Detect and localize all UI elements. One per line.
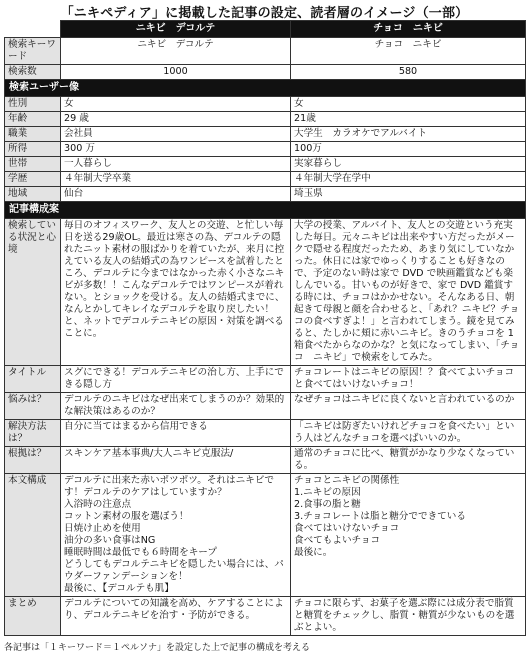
footnote: 各記事は「１キーワード＝１ペルソナ」を設定した上で記事の構成を考える xyxy=(4,643,311,653)
header-blank-cell xyxy=(5,21,61,38)
table-row xyxy=(5,38,526,65)
row-label: 悩みは？ xyxy=(5,393,61,420)
table-row xyxy=(5,366,526,393)
section-user-header-label: 検索ユーザー像 xyxy=(5,80,526,97)
column-header-decollete: ニキビ デコルテ xyxy=(61,21,291,38)
column-header-row xyxy=(5,21,526,38)
cell-choco: 通常のチョコに比べ、糖質がかなり少なくなっている。 xyxy=(291,447,526,474)
cell-choco: 580 xyxy=(291,65,526,80)
cell-choco: なぜチョコはニキビに良くないと言われているのか xyxy=(291,393,526,420)
persona-table-body xyxy=(5,21,526,636)
cell-choco: 埼玉県 xyxy=(291,187,526,202)
cell-decollete: 自分に当てはまるから信用できる xyxy=(61,420,291,447)
cell-decollete: デコルテについての知識を高め、ケアすることにより、デコルテニキビを治す・予防ができる。 xyxy=(61,597,291,636)
section-user-header xyxy=(5,80,526,97)
row-label: 検索している状況と心境 xyxy=(5,219,61,366)
cell-decollete: ニキビ デコルテ xyxy=(61,38,291,65)
page-title: 「ニキペディア」に掲載した記事の設定、読者層のイメージ（一部） xyxy=(60,6,469,21)
cell-decollete: 300 万 xyxy=(61,142,291,157)
table-row xyxy=(5,65,526,80)
row-label: 職業 xyxy=(5,127,61,142)
cell-choco: 大学生 カラオケでアルバイト xyxy=(291,127,526,142)
table-row xyxy=(5,474,526,597)
table-row xyxy=(5,172,526,187)
cell-decollete: デコルテに出来た赤いポツポツ。それはニキビです！デコルテのケアはしていますか？ 入浴時の注意点 コットン素材の服を選ぼう！ 日焼け止めを使用 油分の多い食事はNG 睡眠時間は最低でも６時間をキープ どうしてもデコルテニキビを隠したい場合には、パウダーファンデーションを！ 最後に、【デコルテも肌】 xyxy=(61,474,291,597)
row-label: まとめ xyxy=(5,597,61,636)
cell-decollete: スグにできる！デコルテニキビの治し方、上手にできる隠し方 xyxy=(61,366,291,393)
cell-decollete: 一人暮らし xyxy=(61,157,291,172)
table-row xyxy=(5,142,526,157)
cell-choco: 実家暮らし xyxy=(291,157,526,172)
column-header-choco: チョコ ニキビ xyxy=(291,21,526,38)
cell-decollete: 会社員 xyxy=(61,127,291,142)
table-row xyxy=(5,447,526,474)
cell-choco: チョコとニキビの関係性 1.ニキビの原因 2.食事の脂と糖 3.チョコレートは脂と糖分でできている 食べてはいけないチョコ 食べてもよいチョコ 最後に。 xyxy=(291,474,526,597)
row-label: 地域 xyxy=(5,187,61,202)
row-label: 根拠は？ xyxy=(5,447,61,474)
cell-choco: 女 xyxy=(291,97,526,112)
table-row xyxy=(5,597,526,636)
cell-decollete: 毎日のオフィスワーク、友人との交遊、と忙しい毎日を送る29歳OL。最近は寒さの為、デコルテの隠れたニット素材の服ばかりを着ていたが、来月に控えている友人の結婚式の為ワンピースを試着したところ、デコルテに今まではなかった赤く小さなニキビが多数！！こんなデコルテではワンピースが着れない。とショックを受ける。友人の結婚式までに、なんとかしてキレイなデコルテを取り戻したい！と、ネットでデコルテニキビの原因・対策を調べることに。 xyxy=(61,219,291,366)
table-row xyxy=(5,420,526,447)
row-label: 性別 xyxy=(5,97,61,112)
cell-decollete: スキンケア基本事典/大人ニキビ克服法/ xyxy=(61,447,291,474)
row-label: 解決方法は？ xyxy=(5,420,61,447)
table-row xyxy=(5,97,526,112)
section-article-header-label: 記事構成案 xyxy=(5,202,526,219)
row-label: 学歴 xyxy=(5,172,61,187)
cell-decollete: デコルテのニキビはなぜ出来てしまうのか？効果的な解決策はあるのか？ xyxy=(61,393,291,420)
row-label: 年齢 xyxy=(5,112,61,127)
cell-decollete: 女 xyxy=(61,97,291,112)
table-row xyxy=(5,187,526,202)
row-label: 検索キーワード xyxy=(5,38,61,65)
cell-choco: 100万 xyxy=(291,142,526,157)
cell-choco: 大学の授業、アルバイト、友人との交遊という充実した毎日。元々ニキビは出来やすい方だったがメークで隠せる程度だったため、あまり気にしていなかった。休日には家でゆっくりすることも好きなので、予定のない時は家で DVD で映画鑑賞なども楽しんでいる。甘いものが好きで、家で DVD 鑑賞する時には、チョコはかかせない。そんなある日、朝起きて母親と顔を合わせると、「あれ？ニキビ？チョコの食べすぎよ！」と言われてしまう。鏡を見てみると、たしかに頬に赤いニキビ。きのうチョコを 1 箱食べたからなのかな？と気になってしまい、「チョコ ニキビ」で検索をしてみた。 xyxy=(291,219,526,366)
cell-choco: チョコ ニキビ xyxy=(291,38,526,65)
table-row xyxy=(5,219,526,366)
row-label: 所得 xyxy=(5,142,61,157)
cell-decollete: 仙台 xyxy=(61,187,291,202)
cell-choco: チョコに限らず、お菓子を選ぶ際には成分表で脂質と糖質をチェックし、脂質・糖質が少ないものを選ぶとよい。 xyxy=(291,597,526,636)
persona-table xyxy=(4,20,526,636)
cell-decollete: 1000 xyxy=(61,65,291,80)
table-row xyxy=(5,393,526,420)
table-row xyxy=(5,127,526,142)
row-label: 世帯 xyxy=(5,157,61,172)
cell-choco: ４年制大学在学中 xyxy=(291,172,526,187)
table-row xyxy=(5,112,526,127)
section-article-header xyxy=(5,202,526,219)
cell-decollete: ４年制大学卒業 xyxy=(61,172,291,187)
cell-choco: チョコレートはニキビの原因！？食べてよいチョコと食べてはいけないチョコ！ xyxy=(291,366,526,393)
cell-choco: 21歳 xyxy=(291,112,526,127)
row-label: 検索数 xyxy=(5,65,61,80)
table-row xyxy=(5,157,526,172)
row-label: タイトル xyxy=(5,366,61,393)
row-label: 本文構成 xyxy=(5,474,61,597)
cell-decollete: 29 歳 xyxy=(61,112,291,127)
cell-choco: 「ニキビは防ぎたいけれどチョコを食べたい」という人はどんなチョコを選べばいいのか。 xyxy=(291,420,526,447)
